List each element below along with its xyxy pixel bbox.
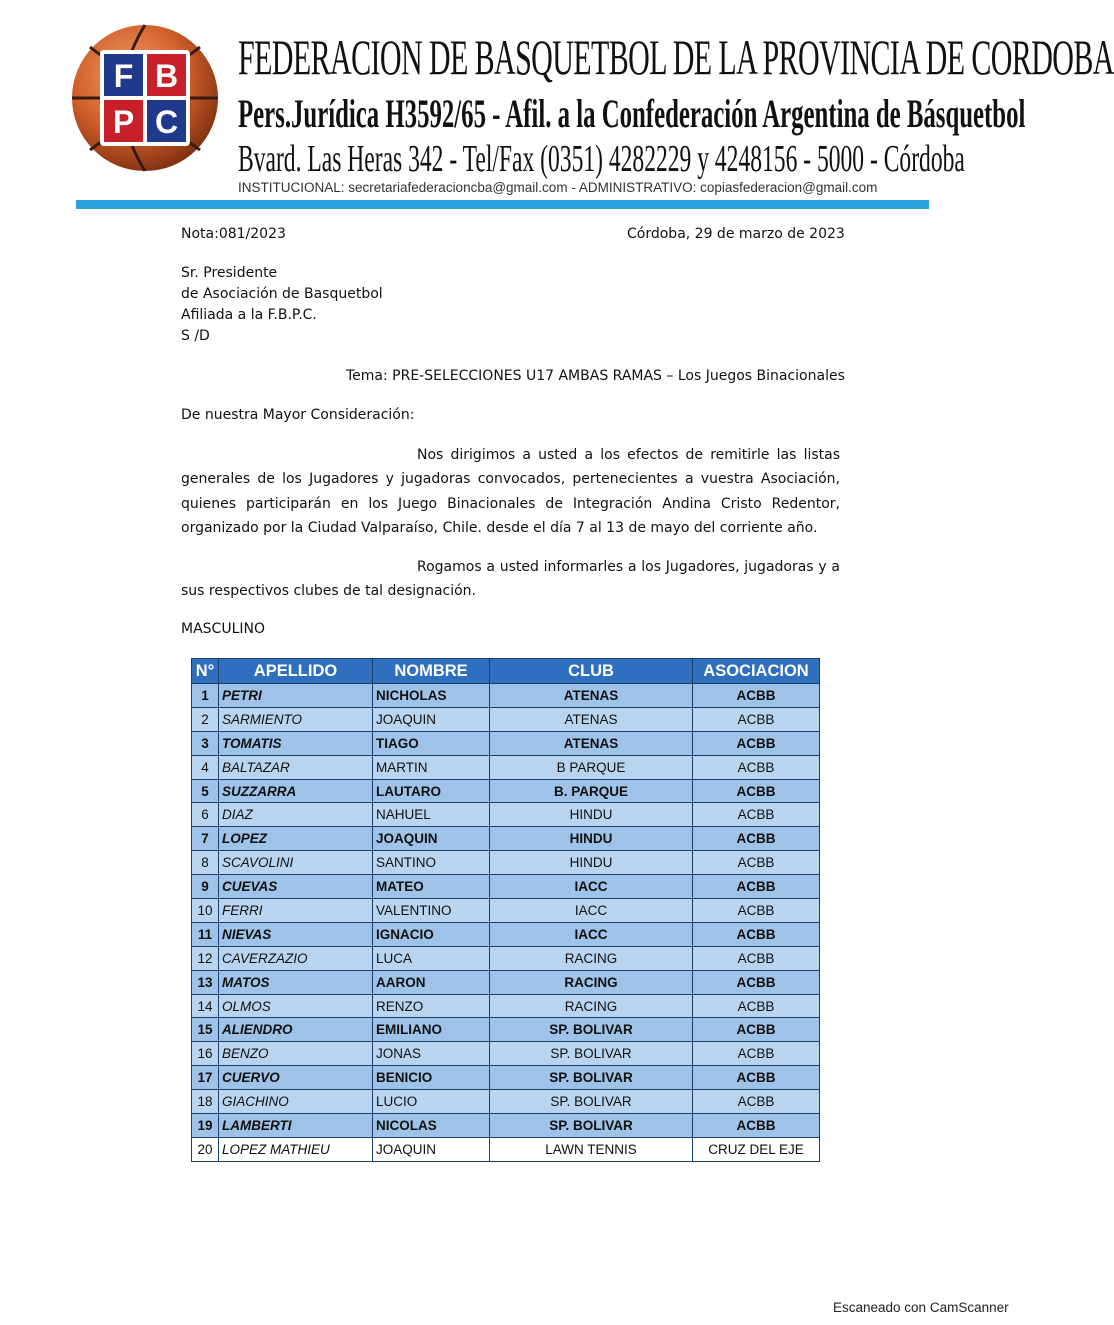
cell-nombre: SANTINO — [373, 851, 490, 875]
cell-number: 6 — [192, 803, 219, 827]
table-row — [192, 1114, 820, 1138]
header-number: N° — [192, 659, 219, 684]
cell-asociacion: ACBB — [693, 755, 820, 779]
cell-apellido: SARMIENTO — [219, 707, 373, 731]
cell-apellido: SCAVOLINI — [219, 851, 373, 875]
cell-club: SP. BOLIVAR — [490, 1018, 693, 1042]
letterhead — [70, 22, 1114, 212]
cell-club: SP. BOLIVAR — [490, 1066, 693, 1090]
cell-number: 14 — [192, 994, 219, 1018]
cell-club: IACC — [490, 922, 693, 946]
table-row — [192, 946, 820, 970]
table-row — [192, 970, 820, 994]
cell-club: RACING — [490, 970, 693, 994]
camscanner-watermark: Escaneado con CamScanner — [833, 1300, 1009, 1315]
cell-asociacion: ACBB — [693, 970, 820, 994]
recipient-block — [181, 263, 383, 347]
cell-club: HINDU — [490, 803, 693, 827]
subject-line: Tema: PRE-SELECCIONES U17 AMBAS RAMAS – Los Juegos Binacionales — [346, 368, 845, 384]
cell-number: 13 — [192, 970, 219, 994]
cell-number: 7 — [192, 827, 219, 851]
cell-club: RACING — [490, 994, 693, 1018]
table-row — [192, 899, 820, 923]
table-row — [192, 851, 820, 875]
letterhead-divider — [76, 200, 929, 209]
cell-club: SP. BOLIVAR — [490, 1090, 693, 1114]
cell-number: 2 — [192, 707, 219, 731]
cell-apellido: NIEVAS — [219, 922, 373, 946]
cell-asociacion: ACBB — [693, 1042, 820, 1066]
cell-asociacion: ACBB — [693, 994, 820, 1018]
table-row — [192, 1090, 820, 1114]
cell-apellido: DIAZ — [219, 803, 373, 827]
cell-asociacion: ACBB — [693, 875, 820, 899]
header-club: CLUB — [490, 659, 693, 684]
table-row — [192, 803, 820, 827]
cell-club: HINDU — [490, 851, 693, 875]
cell-number: 20 — [192, 1137, 219, 1161]
cell-number: 15 — [192, 1018, 219, 1042]
table-row — [192, 875, 820, 899]
body-paragraph-1: Nos dirigimos a usted a los efectos de remitirle las listas generales de los Jugadores y jugadoras convocados, pertenecientes a vuestra Asociación, quienes participarán en los Juego Binacionales de Integración Andina Cristo Redentor, organizado por la Ciudad Valparaíso, Chile. desde el día 7 al 13 de mayo del corriente año. — [181, 447, 840, 536]
cell-nombre: RENZO — [373, 994, 490, 1018]
cell-club: B. PARQUE — [490, 779, 693, 803]
header-apellido: APELLIDO — [219, 659, 373, 684]
cell-apellido: CUEVAS — [219, 875, 373, 899]
cell-nombre: BENICIO — [373, 1066, 490, 1090]
letter-date: Córdoba, 29 de marzo de 2023 — [627, 226, 845, 242]
federation-emails: INSTITUCIONAL: secretariafederacioncba@gmail.com - ADMINISTRATIVO: copiasfederacion@gmail.com — [238, 180, 878, 195]
table-row — [192, 684, 820, 708]
cell-number: 10 — [192, 899, 219, 923]
table-row — [192, 827, 820, 851]
table-row — [192, 994, 820, 1018]
cell-apellido: LOPEZ — [219, 827, 373, 851]
cell-apellido: BALTAZAR — [219, 755, 373, 779]
recipient-line: Afiliada a la F.B.P.C. — [181, 307, 317, 323]
body-paragraph-2: Rogamos a usted informarles a los Jugadores, jugadoras y a sus respectivos clubes de tal designación. — [181, 559, 840, 600]
table-row — [192, 731, 820, 755]
cell-nombre: LUCA — [373, 946, 490, 970]
recipient-line: S /D — [181, 328, 210, 344]
table-row — [192, 1018, 820, 1042]
note-number: Nota:081/2023 — [181, 226, 286, 242]
table-row — [192, 779, 820, 803]
cell-apellido: OLMOS — [219, 994, 373, 1018]
cell-apellido: LOPEZ MATHIEU — [219, 1137, 373, 1161]
cell-nombre: LUCIO — [373, 1090, 490, 1114]
cell-nombre: NAHUEL — [373, 803, 490, 827]
cell-number: 9 — [192, 875, 219, 899]
cell-asociacion: ACBB — [693, 779, 820, 803]
cell-nombre: JOAQUIN — [373, 707, 490, 731]
cell-asociacion: ACBB — [693, 1066, 820, 1090]
cell-club: ATENAS — [490, 707, 693, 731]
cell-nombre: JONAS — [373, 1042, 490, 1066]
logo-letter-p: P — [112, 104, 135, 140]
cell-number: 11 — [192, 922, 219, 946]
cell-asociacion: ACBB — [693, 922, 820, 946]
cell-asociacion: CRUZ DEL EJE — [693, 1137, 820, 1161]
cell-number: 1 — [192, 684, 219, 708]
cell-nombre: LAUTARO — [373, 779, 490, 803]
fbpc-basketball-logo-icon — [70, 22, 220, 174]
cell-club: IACC — [490, 875, 693, 899]
cell-nombre: VALENTINO — [373, 899, 490, 923]
cell-asociacion: ACBB — [693, 1090, 820, 1114]
players-table — [191, 658, 820, 1162]
cell-asociacion: ACBB — [693, 1114, 820, 1138]
cell-apellido: PETRI — [219, 684, 373, 708]
salutation: De nuestra Mayor Consideración: — [181, 407, 415, 423]
cell-asociacion: ACBB — [693, 731, 820, 755]
cell-nombre: JOAQUIN — [373, 1137, 490, 1161]
cell-nombre: AARON — [373, 970, 490, 994]
cell-nombre: TIAGO — [373, 731, 490, 755]
table-row — [192, 755, 820, 779]
cell-apellido: CAVERZAZIO — [219, 946, 373, 970]
cell-asociacion: ACBB — [693, 899, 820, 923]
cell-nombre: EMILIANO — [373, 1018, 490, 1042]
cell-apellido: TOMATIS — [219, 731, 373, 755]
cell-number: 16 — [192, 1042, 219, 1066]
table-row — [192, 707, 820, 731]
cell-nombre: NICOLAS — [373, 1114, 490, 1138]
cell-nombre: MARTIN — [373, 755, 490, 779]
cell-apellido: LAMBERTI — [219, 1114, 373, 1138]
cell-asociacion: ACBB — [693, 1018, 820, 1042]
players-table-body — [192, 684, 820, 1162]
cell-club: B PARQUE — [490, 755, 693, 779]
cell-asociacion: ACBB — [693, 707, 820, 731]
federation-name: FEDERACION DE BASQUETBOL DE LA PROVINCIA DE CORDOBA — [238, 29, 1114, 85]
cell-club: ATENAS — [490, 731, 693, 755]
recipient-line: Sr. Presidente — [181, 265, 278, 281]
cell-apellido: FERRI — [219, 899, 373, 923]
cell-nombre: NICHOLAS — [373, 684, 490, 708]
logo-letter-f: F — [113, 58, 134, 94]
header-nombre: NOMBRE — [373, 659, 490, 684]
cell-asociacion: ACBB — [693, 684, 820, 708]
cell-nombre: MATEO — [373, 875, 490, 899]
cell-club: RACING — [490, 946, 693, 970]
cell-apellido: GIACHINO — [219, 1090, 373, 1114]
cell-number: 18 — [192, 1090, 219, 1114]
cell-asociacion: ACBB — [693, 851, 820, 875]
cell-asociacion: ACBB — [693, 946, 820, 970]
federation-legal-info: Pers.Jurídica H3592/65 - Afil. a la Confederación Argentina de Básquetbol — [238, 91, 1026, 136]
cell-club: HINDU — [490, 827, 693, 851]
cell-apellido: MATOS — [219, 970, 373, 994]
cell-number: 8 — [192, 851, 219, 875]
cell-apellido: ALIENDRO — [219, 1018, 373, 1042]
cell-club: SP. BOLIVAR — [490, 1114, 693, 1138]
table-header-row — [192, 659, 820, 684]
cell-club: SP. BOLIVAR — [490, 1042, 693, 1066]
table-row — [192, 1137, 820, 1161]
cell-club: LAWN TENNIS — [490, 1137, 693, 1161]
table-row — [192, 1066, 820, 1090]
cell-asociacion: ACBB — [693, 803, 820, 827]
table-row — [192, 1042, 820, 1066]
cell-number: 19 — [192, 1114, 219, 1138]
cell-number: 4 — [192, 755, 219, 779]
federation-address: Bvard. Las Heras 342 - Tel/Fax (0351) 4282229 y 4248156 - 5000 - Córdoba — [238, 138, 965, 180]
cell-apellido: SUZZARRA — [219, 779, 373, 803]
cell-club: IACC — [490, 899, 693, 923]
logo-letter-c: C — [154, 104, 179, 140]
cell-nombre: IGNACIO — [373, 922, 490, 946]
section-heading-masculino: MASCULINO — [181, 621, 265, 637]
cell-nombre: JOAQUIN — [373, 827, 490, 851]
cell-number: 17 — [192, 1066, 219, 1090]
header-asociacion: ASOCIACION — [693, 659, 820, 684]
cell-number: 3 — [192, 731, 219, 755]
logo-letter-b: B — [154, 58, 179, 94]
cell-asociacion: ACBB — [693, 827, 820, 851]
cell-apellido: BENZO — [219, 1042, 373, 1066]
cell-number: 12 — [192, 946, 219, 970]
table-row — [192, 922, 820, 946]
cell-club: ATENAS — [490, 684, 693, 708]
recipient-line: de Asociación de Basquetbol — [181, 286, 383, 302]
cell-number: 5 — [192, 779, 219, 803]
cell-apellido: CUERVO — [219, 1066, 373, 1090]
